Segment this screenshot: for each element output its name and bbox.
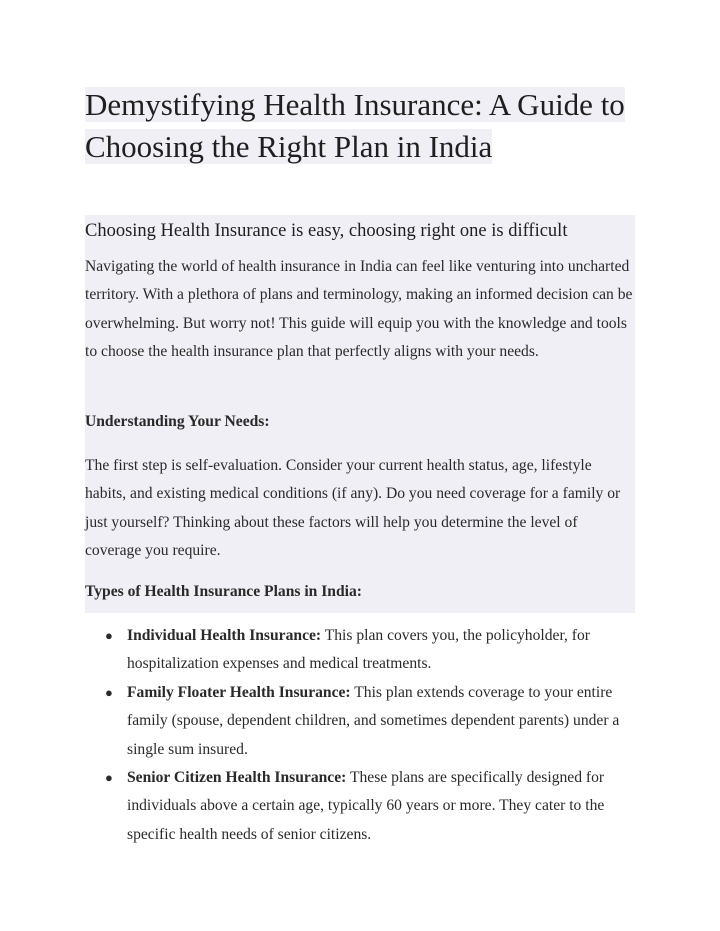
list-item-senior-citizen-plan	[105, 764, 637, 849]
page-title	[85, 84, 625, 168]
types-heading: Types of Health Insurance Plans in India:	[85, 583, 362, 600]
needs-paragraph: The first step is self-evaluation. Consider your current health status, age, lifestyle habits, and existing medical conditions (if any). Do you need coverage for a family or just yourself? Thinking about these factors will help you determine the level of coverage you require.	[85, 457, 621, 560]
plan-name: Individual Health Insurance:	[127, 627, 322, 644]
list-item-individual-plan	[105, 622, 637, 679]
plan-description: These plans are specifically designed for individuals above a certain age, typically 60 years or more. They cater to the specific health needs of senior citizens.	[127, 769, 605, 843]
plan-types-list	[105, 622, 637, 849]
plan-description: This plan extends coverage to your entire family (spouse, dependent children, and sometimes dependent parents) under a single sum insured.	[127, 683, 620, 758]
bullet-icon: ●	[105, 770, 113, 786]
plan-name: Senior Citizen Health Insurance:	[127, 769, 347, 787]
bullet-icon: ●	[105, 628, 113, 643]
needs-heading: Understanding Your Needs:	[85, 413, 270, 430]
section-subtitle: Choosing Health Insurance is easy, choosing right one is difficult	[85, 221, 568, 241]
intro-paragraph: Navigating the world of health insurance in India can feel like venturing into uncharted territory. With a plethora of plans and terminology, making an informed decision can be overwhelming. But worry not! This guide will equip you with the knowledge and tools to choose the health insurance plan that perfectly aligns with your needs.	[85, 258, 633, 361]
page-title-text: Demystifying Health Insurance: A Guide to Choosing the Right Plan in India	[85, 87, 625, 164]
plan-name: Family Floater Health Insurance:	[127, 683, 351, 701]
list-item-family-floater-plan	[105, 679, 637, 764]
plan-description: This plan covers you, the policyholder, for hospitalization expenses and medical treatments.	[127, 627, 590, 673]
bullet-icon: ●	[105, 684, 113, 700]
